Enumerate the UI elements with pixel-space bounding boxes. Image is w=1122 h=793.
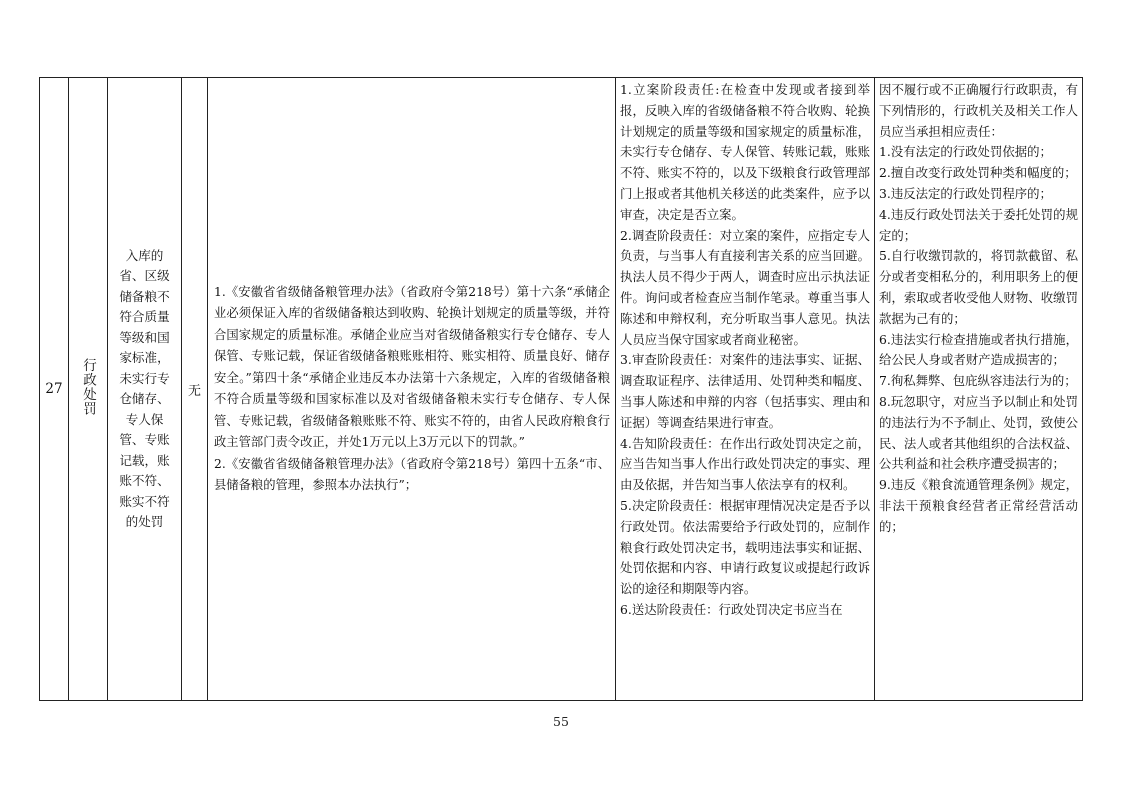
liability-paragraph: 6.违法实行检查措施或者执行措施，给公民人身或者财产造成损害的； — [879, 331, 1078, 368]
legal-basis-paragraph: 1.《安徽省省级储备粮管理办法》（省政府令第218号）第十六条“承储企业必须保证入库的省级储备粮达到收购、轮换计划规定的质量等级，并符合国家规定的质量标准。承储企业应当对省级储备粮实行专仓储存、专人保管、专账记载，保证省级储备粮账账相符、账实相符、质量良好、储存安全。”第四十条“承储企业违反本办法第十六条规定，入库的省级储备粮不符合质量等级和国家标准以及对省级储备粮未实行专仓储存、专人保管、专账记载，省级储备粮账账不符、账实不符的，由省人民政府粮食行政主管部门责令改正，并处1万元以上3万元以下的罚款。” — [214, 284, 610, 449]
liability-paragraph: 3.违反法定的行政处罚程序的； — [879, 185, 1052, 201]
liability-cell — [875, 78, 1083, 701]
responsibility-paragraph: 6.送达阶段责任：行政处罚决定书应当在 — [620, 601, 843, 617]
responsibility-cell — [616, 78, 875, 701]
responsibility-paragraph: 5.决定阶段责任：根据审理情况决定是否予以行政处罚。依法需要给予行政处罚的，应制作粮食行政处罚决定书，载明违法事实和证据、处罚依据和内容、申请行政复议或提起行政诉讼的途径和期限等内容。 — [620, 497, 870, 597]
responsibility-paragraph: 2.调查阶段责任：对立案的案件，应指定专人负责，与当事人有直接利害关系的应当回避。执法人员不得少于两人，调查时应出示执法证件。询问或者检查应当制作笔录。尊重当事人陈述和申辩权利，充分听取当事人意见。执法人员应当保守国家或者商业秘密。 — [620, 227, 870, 347]
responsibility-paragraph: 3.审查阶段责任：对案件的违法事实、证据、调查取证程序、法律适用、处罚种类和幅度、当事人陈述和申辩的内容（包括事实、理由和证据）等调查结果进行审查。 — [620, 352, 870, 430]
liability-paragraph: 9.违反《粮食流通管理条例》规定，非法干预粮食经营者正常经营活动的； — [879, 477, 1078, 534]
liability-paragraph: 因不履行或不正确履行行政职责，有下列情形的，行政机关及相关工作人员应当承担相应责任： — [879, 82, 1078, 139]
liability-paragraph: 8.玩忽职守，对应当予以制止和处罚的违法行为不予制止、处罚，致使公民、法人或者其他组织的合法权益、公共利益和社会秩序遭受损害的； — [879, 393, 1078, 472]
legal-basis-cell — [208, 78, 616, 701]
item-name-cell — [108, 78, 182, 701]
liability-paragraph: 5.自行收缴罚款的，将罚款截留、私分或者变相私分的，利用职务上的便利，索取或者收受他人财物、收缴罚款据为己有的； — [879, 248, 1078, 326]
table-row — [40, 78, 1083, 701]
legal-basis-paragraph: 2.《安徽省省级储备粮管理办法》（省政府令第218号）第四十五条“市、县储备粮的管理，参照本办法执行”； — [214, 456, 610, 492]
power-category-cell — [69, 78, 108, 701]
liability-paragraph: 7.徇私舞弊、包庇纵容违法行为的； — [879, 373, 1077, 389]
page-number: 55 — [553, 714, 569, 729]
item-name: 入库的省、区级储备粮不符合质量等级和国家标准，未实行专仓储存、专人保管、专账记载，账账不符、账实不符的处罚 — [119, 247, 170, 529]
liability-paragraph: 1.没有法定的行政处罚依据的； — [879, 144, 1052, 160]
liability-paragraph: 4.违反行政处罚法关于委托处罚的规定的； — [879, 206, 1078, 243]
liability-paragraph: 2.擅自改变行政处罚种类和幅度的； — [879, 165, 1077, 181]
power-list-table — [39, 77, 1083, 701]
sub-item: 无 — [182, 78, 208, 701]
row-number: 27 — [40, 78, 69, 701]
power-category: 行政处罚 — [80, 358, 96, 416]
responsibility-paragraph: 1.立案阶段责任:在检查中发现或者接到举报，反映入库的省级储备粮不符合收购、轮换计划规定的质量等级和国家规定的质量标准，未实行专仓储存、专人保管、转账记载，账账不符、账实不符的，以及下级粮食行政管理部门上报或者其他机关移送的此类案件，应予以审查，决定是否立案。 — [620, 82, 870, 222]
responsibility-paragraph: 4.告知阶段责任：在作出行政处罚决定之前，应当告知当事人作出行政处罚决定的事实、理由及依据，并告知当事人依法享有的权利。 — [620, 435, 870, 493]
